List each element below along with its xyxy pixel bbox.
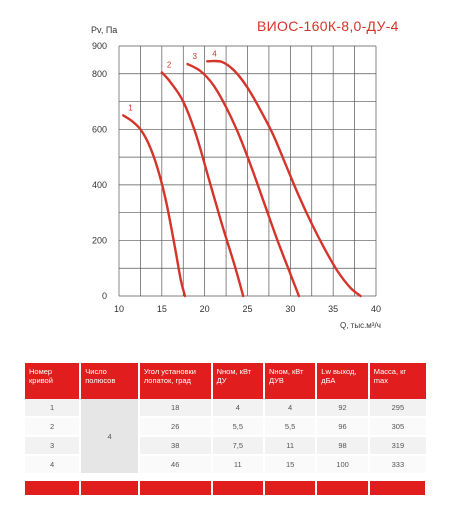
spec-table (25, 363, 427, 497)
curve-label-4: 4 (212, 49, 217, 59)
table-footer-bar (25, 481, 426, 496)
cell-curve: 4 (25, 455, 80, 474)
x-tick-label: 20 (199, 304, 210, 314)
cell-curve: 2 (25, 417, 80, 436)
x-tick-label: 30 (285, 304, 296, 314)
cell-power-duv: 5,5 (264, 417, 316, 436)
cell-power-duv: 11 (264, 436, 316, 455)
header-power-du: Nном, кВт ДУ (212, 363, 264, 399)
curve-1 (123, 115, 185, 296)
cell-mass: 319 (369, 436, 426, 455)
curve-label-1: 1 (128, 103, 133, 113)
x-tick-label: 35 (328, 304, 339, 314)
cell-curve: 1 (25, 399, 80, 417)
cell-angle: 18 (139, 399, 212, 417)
cell-angle: 46 (139, 455, 212, 474)
curve-2 (162, 72, 243, 296)
y-tick-label: 600 (91, 124, 107, 135)
cell-sound: 92 (316, 399, 369, 417)
cell-power-duv: 15 (264, 455, 316, 474)
curve-3 (188, 64, 299, 296)
table-row (25, 399, 426, 417)
x-tick-label: 10 (113, 304, 125, 314)
header-mass: Масса, кг max (369, 363, 426, 399)
y-tick-label: 900 (91, 41, 107, 51)
cell-sound: 100 (316, 455, 369, 474)
header-sound: Lw выход, дБА (316, 363, 369, 399)
y-tick-label: 200 (91, 235, 107, 246)
cell-angle: 26 (139, 417, 212, 436)
x-tick-label: 25 (242, 304, 253, 314)
header-curve-number: Номер кривой (25, 363, 80, 399)
cell-power-du: 5,5 (212, 417, 264, 436)
cell-sound: 96 (316, 417, 369, 436)
cell-curve: 3 (25, 436, 80, 455)
cell-angle: 38 (139, 436, 212, 455)
curve-label-2: 2 (166, 60, 172, 70)
y-axis-label: Pv, Па (91, 25, 118, 35)
chart-title: ВИОС-160К-8,0-ДУ-4 (257, 18, 399, 34)
header-blade-angle: Угол установки лопаток, град (139, 363, 212, 399)
cell-mass: 333 (369, 455, 426, 474)
y-tick-label: 800 (91, 68, 107, 79)
cell-mass: 295 (369, 399, 426, 417)
header-poles: Число полюсов (80, 363, 139, 399)
cell-mass: 305 (369, 417, 426, 436)
x-tick-label: 40 (370, 304, 382, 314)
table-spacer (25, 474, 426, 481)
cell-power-duv: 4 (264, 399, 316, 417)
cell-power-du: 4 (212, 399, 264, 417)
x-axis-label: Q, тыс.м³/ч (340, 321, 381, 330)
header-power-duv: Nном, кВт ДУВ (264, 363, 316, 399)
cell-poles: 4 (80, 399, 139, 474)
curve-label-3: 3 (192, 52, 197, 62)
curve-4 (207, 61, 360, 296)
y-tick-label: 400 (91, 179, 107, 190)
cell-power-du: 11 (212, 455, 264, 474)
table-header-row (25, 363, 426, 399)
x-tick-label: 15 (156, 304, 167, 314)
cell-power-du: 7,5 (212, 436, 264, 455)
cell-sound: 98 (316, 436, 369, 455)
y-tick-label: 0 (101, 291, 107, 301)
